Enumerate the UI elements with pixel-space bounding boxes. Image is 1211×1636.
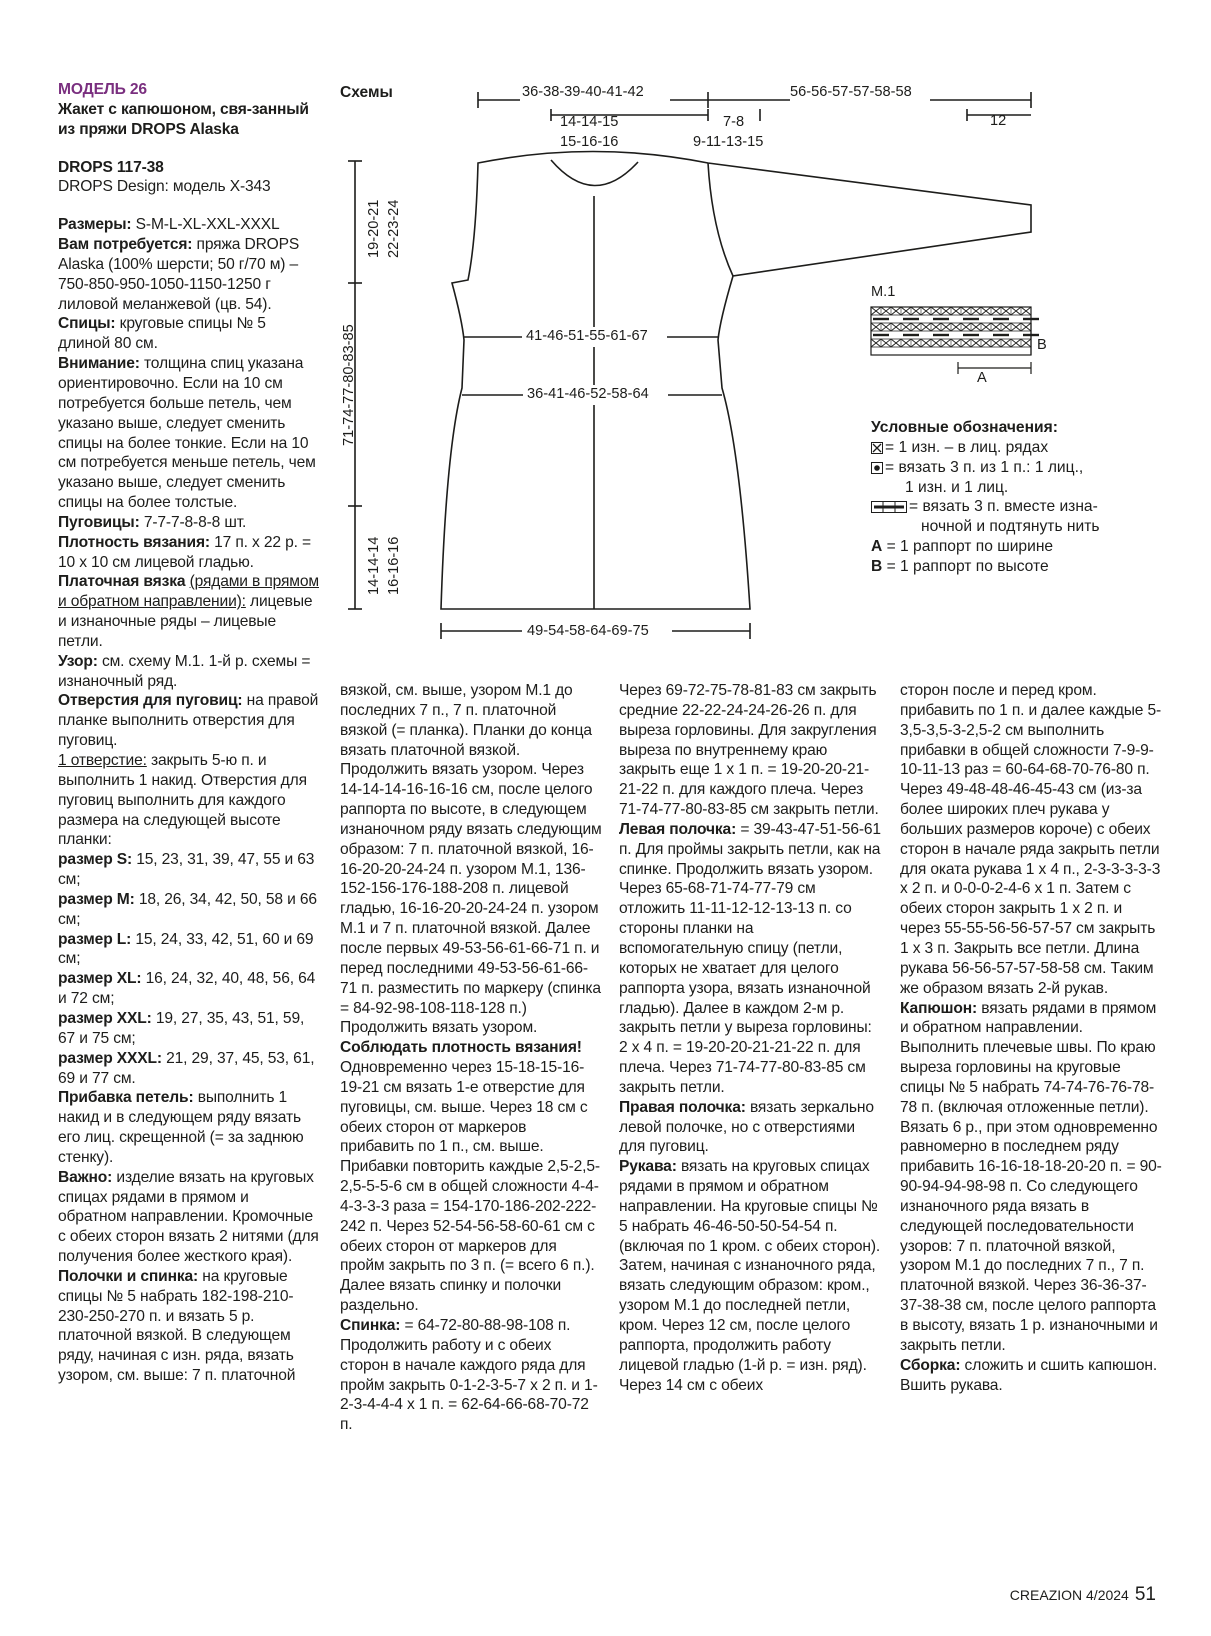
legend-key-a: A [871, 538, 883, 556]
chart-label-b: B [1037, 337, 1047, 353]
garter-note: (рядами в прямом и обратном направлении): [58, 573, 319, 611]
hood-label: Капюшон: [900, 999, 978, 1017]
fronts-text: на круговые спицы № 5 набрать 182-198-210-230-250-270 п. и вязать 5 р. платочной вязкой. В следующем ряду, начиная с изн. ряда, вязать узором, см. выше: 7 п. платочной [58, 1267, 296, 1385]
dim-shoulder-1: 7-8 [723, 114, 745, 130]
buttons-text: 7-7-7-8-8-8 шт. [143, 513, 247, 531]
dim-hem: 49-54-58-64-69-75 [527, 623, 649, 639]
garter-text: лицевые и изнаночные ряды – лицевые петли. [58, 593, 313, 650]
size-xxl-label: размер XXL: [58, 1009, 152, 1027]
left-front-label: Левая полочка: [619, 820, 737, 838]
size-s-text: 15, 23, 31, 39, 47, 55 и 63 см; [58, 851, 315, 889]
legend-item-5: = 1 раппорт по высоте [886, 557, 1049, 575]
col3-text-1: Через 69-72-75-78-81-83 см закрыть средние 22-22-24-24-26-26 п. для выреза горловины. Для закругления выреза по внутреннему краю закрыть еще 1 x 1 п. = 19-20-20-21-21-22 п. для каждого плеча. Через 71-74-77-80-83-85 см закрыть петли. [619, 682, 879, 819]
attention-label: Внимание: [58, 355, 140, 373]
size-m-text: 18, 26, 34, 42, 50, 58 и 66 см; [58, 890, 317, 928]
important-text: изделие вязать на круговых спицах рядами в прямом и обратном направлении. Кромочные с обеих сторон вязать 2 нитями (для получения более жесткого края). [58, 1168, 319, 1266]
garter-label: Платочная вязка [58, 573, 186, 591]
assembly-text: сложить и сшить капюшон. Вшить рукава. [900, 1356, 1158, 1394]
model-number: МОДЕЛЬ 26 [58, 81, 147, 98]
dim-neck-1: 14-14-15 [560, 114, 619, 130]
decrease-symbol-icon [871, 501, 907, 513]
hood-text: вязать рядами в прямом и обратном направлении. Выполнить плечевые швы. По краю выреза горловины на круговые спицы № 5 набрать 74-74-76-76-78-78 п. (включая отложенные петли). Вязать 6 р., при этом одновременно равномерно в последнем ряду прибавить 16-16-18-18-20-20 п. = 90-90-94-94-98-98 п. Со следующего изнаночного ряда вязать в следующей последовательности узоров: 7 п. платочной вязкой, узором М.1 до последних 7 п., 7 п. платочной вязкой. Через 36-36-37-37-38-38 см, после целого раппорта в высоту, вязать 1 р. изнаночными и закрыть петли. [900, 999, 1162, 1354]
pattern-label: Узор: [58, 652, 98, 670]
left-front-text: = 39-43-47-51-56-61 п. Для проймы закрыть петли, как на спинке. Продолжить вязать узором. Через 65-68-71-74-77-79 см отложить 11-11-12-12-13-13 п. со стороны планки на вспомогательную спицу (петли, которых не хватает для целого раппорта узора, вязать изнаночной гладью). Далее в каждом 2-м р. закрыть петли у выреза горловины: 2 x 4 п. = 19-20-20-21-21-22 п. для плеча. Через 71-74-77-80-83-85 см закрыть петли. [619, 820, 881, 1096]
sizes-label: Размеры: [58, 216, 132, 234]
drops-code: DROPS 117-38 [58, 158, 164, 176]
size-l-text: 15, 24, 33, 42, 51, 60 и 69 см; [58, 930, 314, 968]
dim-neck-2: 15-16-16 [560, 134, 619, 150]
design-code: DROPS Design: модель X-343 [58, 178, 271, 196]
legend-key-b: B [871, 557, 883, 575]
col4-text-1: сторон после и перед кром. прибавить по 1 п. и далее каждые 5-3,5-3,5-3-2,5-2 см выполнить прибавки в общей сложности 7-9-9-10-11-13 раз = 60-64-68-70-76-80 п. Через 49-48-48-46-45-43 см (из-за более широких плеч рукава у больших размеров короче) с обеих сторон в начале ряда закрыть петли для оката рукава 1 x 4 п., 2-3-3-3-3-3 x 2 п. и 0-0-0-2-4-6 x 1 п. Затем с обеих сторон закрыть 1 x 2 п. и через 55-55-56-56-57-57 см закрыть 1 x 3 п. Закрыть все петли. Длина рукава 56-56-57-57-58-58 см. Таким же образом вязать 2-й рукав. [900, 682, 1162, 997]
sleeves-label: Рукава: [619, 1158, 677, 1176]
chart-label-a: A [977, 370, 987, 386]
increase-symbol-icon [871, 462, 883, 474]
legend-item-3b: ночной и подтянуть нить [921, 518, 1100, 536]
dim-shoulder-2: 9-11-13-15 [693, 134, 764, 150]
holes-text: на правой планке выполнить отверстия для пуговиц. [58, 692, 319, 750]
attention-text: толщина спиц указана ориентировочно. Если на 10 см потребуется больше петель, чем указано выше, следует сменить спицы на более тонкие. Если на 10 см потребуется меньше петель, чем указано выше, следует сменить спицы на более толстые. [58, 355, 316, 512]
dim-cuff: 12 [990, 113, 1007, 129]
dim-top-left: 36-38-39-40-41-42 [522, 84, 644, 100]
back-label: Спинка: [340, 1317, 401, 1334]
increase-text: выполнить 1 накид и в следующем ряду вязать его лиц. скрещенной (= за заднюю стенку). [58, 1089, 304, 1166]
page-number: 51 [1134, 1584, 1156, 1605]
materials-text: пряжа DROPS Alaska (100% шерсти; 50 г/70 м) – 750-850-950-1050-1150-1250 г лиловой меланжевой (цв. 54). [58, 236, 300, 313]
magazine-issue: CREAZION 4/2024 [1009, 1587, 1129, 1603]
hole1-label: 1 отверстие: [58, 752, 147, 769]
model-title: Жакет с капюшоном, свя-занный из пряжи DROPS Alaska [58, 100, 309, 138]
col2-text-2: Одновременно через 15-18-15-16-19-21 см вязать 1-е отверстие для пуговицы, см. выше. Через 18 см с обеих сторон от маркеров прибавить по 1 п., см. выше. Прибавки повторить каждые 2,5-2,5-2,5-5-5-6 см в общей сложности 4-4-4-3-3-3 раза = 154-170-186-202-222-242 п. Через 52-54-56-58-60-61 см с обеих сторон от маркеров для пройм закрыть по 3 п. (= всего 6 п.). Далее вязать спинку и полочки раздельно. [340, 1059, 600, 1315]
hole1-text: закрыть 5-ю п. и выполнить 1 накид. Отверстия для пуговиц выполнить для каждого размера на следующей высоте планки: [58, 752, 307, 849]
legend-item-3a: = вязать 3 п. вместе изна- [909, 498, 1098, 516]
dim-bottom-1: 14-14-14 [366, 536, 382, 595]
col2-text-1: вязкой, см. выше, узором М.1 до последних 7 п., 7 п. платочной вязкой (= планка). Планки до конца вязать платочной вязкой. Продолжить вязать узором. Через 14-14-14-16-16-16 см, после целого раппорта по высоте, в следующем изнаночном ряду вязать следующим образом: 7 п. платочной вязкой, 16-16-20-20-24-24 п. узором М.1, 136-152-156-176-188-208 п. лицевой гладью, 16-16-20-20-24-24 п. узором М.1 и 7 п. платочной вязкой. Далее после первых 49-53-56-61-66-71 п. и перед последними 49-53-56-61-66-71 п. разместить по маркеру (спинка = 84-92-98-108-118-128 п.) Продолжить вязать узором. [340, 682, 602, 1037]
right-front-label: Правая полочка: [619, 1098, 746, 1116]
back-text: = 64-72-80-88-98-108 п. Продолжить работу и с обеих сторон в начале каждого ряда для пройм закрыть 0-1-2-3-5-7 x 2 п. и 1-2-3-4-4-4 x 1 п. = 62-64-66-68-70-72 п. [340, 1317, 598, 1434]
chart-title: М.1 [871, 284, 896, 300]
dim-total-length: 71-74-77-80-83-85 [341, 324, 357, 446]
increase-label: Прибавка петель: [58, 1089, 194, 1107]
needles-label: Спицы: [58, 315, 116, 333]
pattern-text: см. схему М.1. 1-й р. схемы = изнаночный ряд. [58, 652, 311, 690]
size-xl-label: размер XL: [58, 970, 142, 988]
needles-text: круговые спицы № 5 длиной 80 см. [58, 315, 266, 353]
assembly-label: Сборка: [900, 1356, 961, 1374]
size-xxl-text: 19, 27, 35, 43, 51, 59, 67 и 75 см; [58, 1009, 305, 1047]
dim-yoke-1: 19-20-21 [366, 199, 382, 258]
column-4 [900, 681, 1162, 1395]
dim-waist: 36-41-46-52-58-64 [527, 386, 649, 402]
size-xl-text: 16, 24, 32, 40, 48, 56, 64 и 72 см; [58, 970, 316, 1008]
legend-item-1: = 1 изн. – в лиц. рядах [885, 438, 1049, 456]
size-m-label: размер M: [58, 890, 135, 908]
column-3 [619, 681, 881, 1395]
legend-item-2b: 1 изн. и 1 лиц. [905, 478, 1009, 496]
important-label: Важно: [58, 1168, 113, 1186]
size-s-label: размер S: [58, 851, 133, 869]
gauge-text: 17 п. x 22 р. = 10 x 10 см лицевой гладью. [58, 533, 311, 571]
garment-schematic [0, 0, 1211, 700]
dim-top-right: 56-56-57-57-58-58 [790, 84, 912, 100]
holes-label: Отверстия для пуговиц: [58, 692, 243, 710]
page-footer [1010, 1584, 1156, 1606]
legend-item-2a: = вязать 3 п. из 1 п.: 1 лиц., [885, 458, 1084, 476]
gauge-label: Плотность вязания: [58, 533, 210, 551]
size-xxxl-label: размер XXXL: [58, 1049, 162, 1067]
dim-bottom-2: 16-16-16 [386, 536, 402, 595]
sleeves-text: вязать на круговых спицах рядами в прямом и обратном направлении. На круговые спицы № 5 набрать 46-46-50-50-54-54 п. (включая по 1 кром. с обеих сторон). Затем, начиная с изнаночного ряда, вязать следующим образом: кром., узором М.1 до последней петли, кром. Через 12 см, после целого раппорта, продолжить работу лицевой гладью (1-й р. = изн. ряд). Через 14 см с обеих [619, 1158, 881, 1394]
buttons-label: Пуговицы: [58, 513, 140, 531]
schema-title: Схемы [340, 84, 393, 101]
right-front-text: вязать зеркально левой полочке, но с отверстиями для пуговиц. [619, 1098, 874, 1156]
size-xxxl-text: 21, 29, 37, 45, 53, 61, 69 и 77 см. [58, 1049, 315, 1087]
col2-bold-note: Соблюдать плотность вязания! [340, 1039, 582, 1057]
size-l-label: размер L: [58, 930, 132, 948]
materials-label: Вам потребуется: [58, 236, 193, 254]
fronts-label: Полочки и спинка: [58, 1267, 199, 1285]
dim-chest: 41-46-51-55-61-67 [526, 328, 648, 344]
sizes-text: S-M-L-XL-XXL-XXXL [135, 216, 280, 234]
legend-title: Условные обозначения: [871, 419, 1058, 436]
purl-symbol-icon [871, 442, 883, 454]
dim-yoke-2: 22-23-24 [386, 199, 402, 258]
column-2 [340, 681, 602, 1435]
legend [871, 418, 1171, 577]
legend-item-4: = 1 раппорт по ширине [886, 538, 1054, 556]
